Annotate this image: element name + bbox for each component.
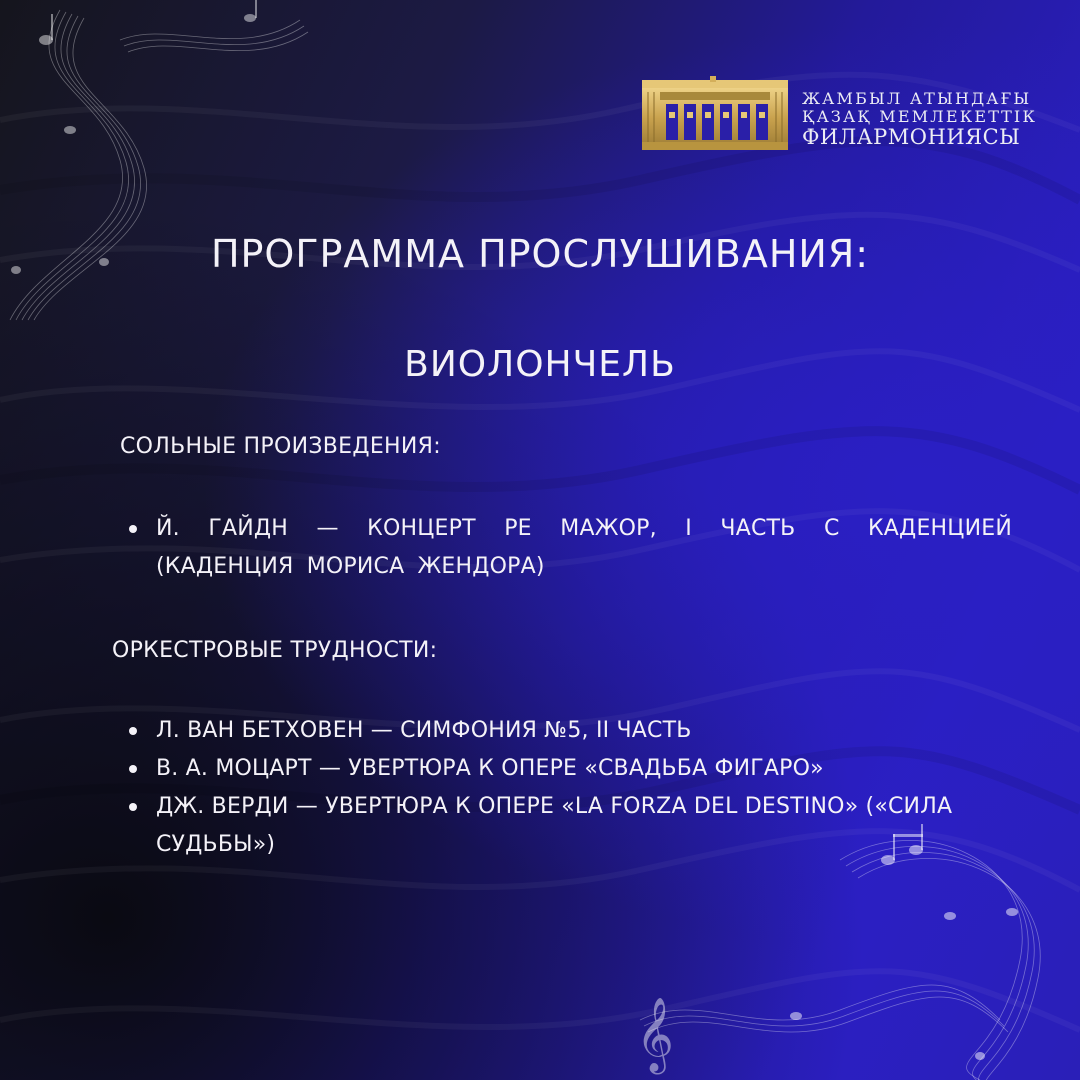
list-item: Л. ВАН БЕТХОВЕН — СИМФОНИЯ №5, II ЧАСТЬ xyxy=(156,712,1012,750)
solo-works-list xyxy=(156,510,1012,586)
logo-line-1: ЖАМБЫЛ АТЫНДАҒЫ xyxy=(802,89,1032,108)
section-heading-orchestral: ОРКЕСТРОВЫЕ ТРУДНОСТИ: xyxy=(112,638,438,663)
logo-line-2: ҚАЗАҚ МЕМЛЕКЕТТІК xyxy=(802,107,1038,126)
logo-line-3: ФИЛАРМОНИЯСЫ xyxy=(802,125,1021,149)
orchestral-excerpts-list xyxy=(156,712,1012,864)
list-item: Й. ГАЙДН — КОНЦЕРТ РЕ МАЖОР, I ЧАСТЬ С КАДЕНЦИЕЙ (КАДЕНЦИЯ МОРИСА ЖЕНДОРА) xyxy=(156,510,1012,586)
instrument-subtitle: ВИОЛОНЧЕЛЬ xyxy=(404,344,676,385)
logo-text xyxy=(802,89,1038,149)
section-heading-solo: СОЛЬНЫЕ ПРОИЗВЕДЕНИЯ: xyxy=(120,434,441,459)
treble-clef-icon: 𝄞 xyxy=(636,998,674,1072)
philharmonic-building-emblem xyxy=(640,76,790,152)
page-title: ПРОГРАММА ПРОСЛУШИВАНИЯ: xyxy=(210,232,870,276)
music-notes-swirl-top-left xyxy=(0,0,320,330)
list-item: В. А. МОЦАРТ — УВЕРТЮРА К ОПЕРЕ «СВАДЬБА ФИГАРО» xyxy=(156,750,1012,788)
philharmonic-logo xyxy=(640,76,1040,156)
list-item: ДЖ. ВЕРДИ — УВЕРТЮРА К ОПЕРЕ «LA FORZA DEL DESTINO» («СИЛА СУДЬБЫ») xyxy=(156,788,1012,864)
